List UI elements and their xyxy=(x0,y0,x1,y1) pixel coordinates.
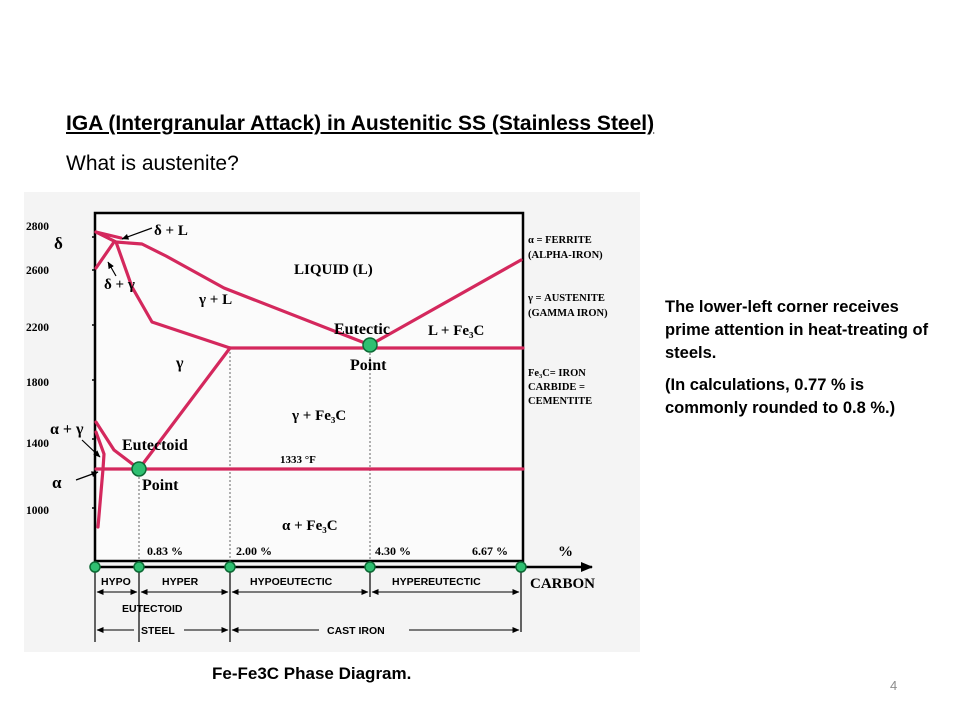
eutectic-point-marker xyxy=(363,338,377,352)
axis-point-0 xyxy=(90,562,100,572)
composition-4-30: 4.30 % xyxy=(375,544,411,558)
composition-2-00: 2.00 % xyxy=(236,544,272,558)
legend-cementite-name: CEMENTITE xyxy=(528,396,593,407)
label-delta: δ xyxy=(54,234,63,253)
label-gamma: γ xyxy=(176,355,184,372)
axis-carbon-label: CARBON xyxy=(530,576,596,592)
zone-cast-iron: CAST IRON xyxy=(327,625,385,637)
figure-caption: Fe-Fe3C Phase Diagram. xyxy=(212,664,412,683)
temp-label-2200: 2200 xyxy=(26,322,49,334)
legend-austenite: γ = AUSTENITE xyxy=(528,293,605,304)
eutectoid-point-marker xyxy=(132,462,146,476)
axis-point-667 xyxy=(516,562,526,572)
temp-label-2800: 2800 xyxy=(26,221,49,233)
composition-6-67: 6.67 % xyxy=(472,544,508,558)
axis-point-430 xyxy=(365,562,375,572)
label-alpha-gamma: α + γ xyxy=(50,421,84,438)
slide-title: IGA (Intergranular Attack) in Austenitic SS (Stainless Steel) xyxy=(66,112,655,135)
label-alpha-fe3c: α + Fe₃C xyxy=(282,518,338,534)
label-delta-gamma: δ + γ xyxy=(104,277,135,293)
zone-hypo: HYPO xyxy=(101,576,131,588)
side-note-line-2: (In calculations, 0.77 % is commonly rounded to 0.8 %.) xyxy=(665,376,896,417)
label-eutectoid-temperature: 1333 °F xyxy=(280,454,316,466)
legend-cementite: Fe₃C= IRON xyxy=(528,368,586,379)
side-note xyxy=(665,296,945,429)
phase-diagram xyxy=(24,192,640,652)
label-delta-liquid: δ + L xyxy=(154,223,188,239)
side-note-line-1: The lower-left corner receives prime attention in heat-treating of steels. xyxy=(665,298,929,362)
temp-label-1000: 1000 xyxy=(26,505,49,517)
label-liquid: LIQUID (L) xyxy=(294,262,373,278)
legend-austenite-desc: (GAMMA IRON) xyxy=(528,308,608,319)
legend-cementite-desc: CARBIDE = xyxy=(528,382,586,393)
temp-label-1800: 1800 xyxy=(26,377,49,389)
label-gamma-fe3c: γ + Fe₃C xyxy=(292,408,347,424)
zone-hypoeutectic: HYPOEUTECTIC xyxy=(250,576,333,588)
label-gamma-liquid: γ + L xyxy=(199,292,233,308)
axis-point-200 xyxy=(225,562,235,572)
zone-hyper: HYPER xyxy=(162,576,199,588)
axis-point-083 xyxy=(134,562,144,572)
zone-hypereutectic: HYPEREUTECTIC xyxy=(392,576,481,588)
label-alpha: α xyxy=(52,473,62,492)
axis-percent-label: % xyxy=(558,544,573,560)
label-eutectoid: Eutectoid xyxy=(122,437,188,454)
slide-subtitle: What is austenite? xyxy=(66,152,239,175)
label-eutectoid-point: Point xyxy=(142,477,179,494)
label-eutectic-point: Point xyxy=(350,357,387,374)
zone-eutectoid: EUTECTOID xyxy=(122,603,183,615)
legend-ferrite-desc: (ALPHA-IRON) xyxy=(528,250,603,261)
legend-ferrite: α = FERRITE xyxy=(528,235,592,246)
label-liquid-fe3c: L + Fe₃C xyxy=(428,323,485,339)
page-number: 4 xyxy=(890,678,898,693)
label-eutectic: Eutectic xyxy=(334,321,390,338)
temp-label-1400: 1400 xyxy=(26,438,49,450)
composition-0-83: 0.83 % xyxy=(147,544,183,558)
temp-label-2600: 2600 xyxy=(26,265,49,277)
zone-steel: STEEL xyxy=(141,625,175,637)
